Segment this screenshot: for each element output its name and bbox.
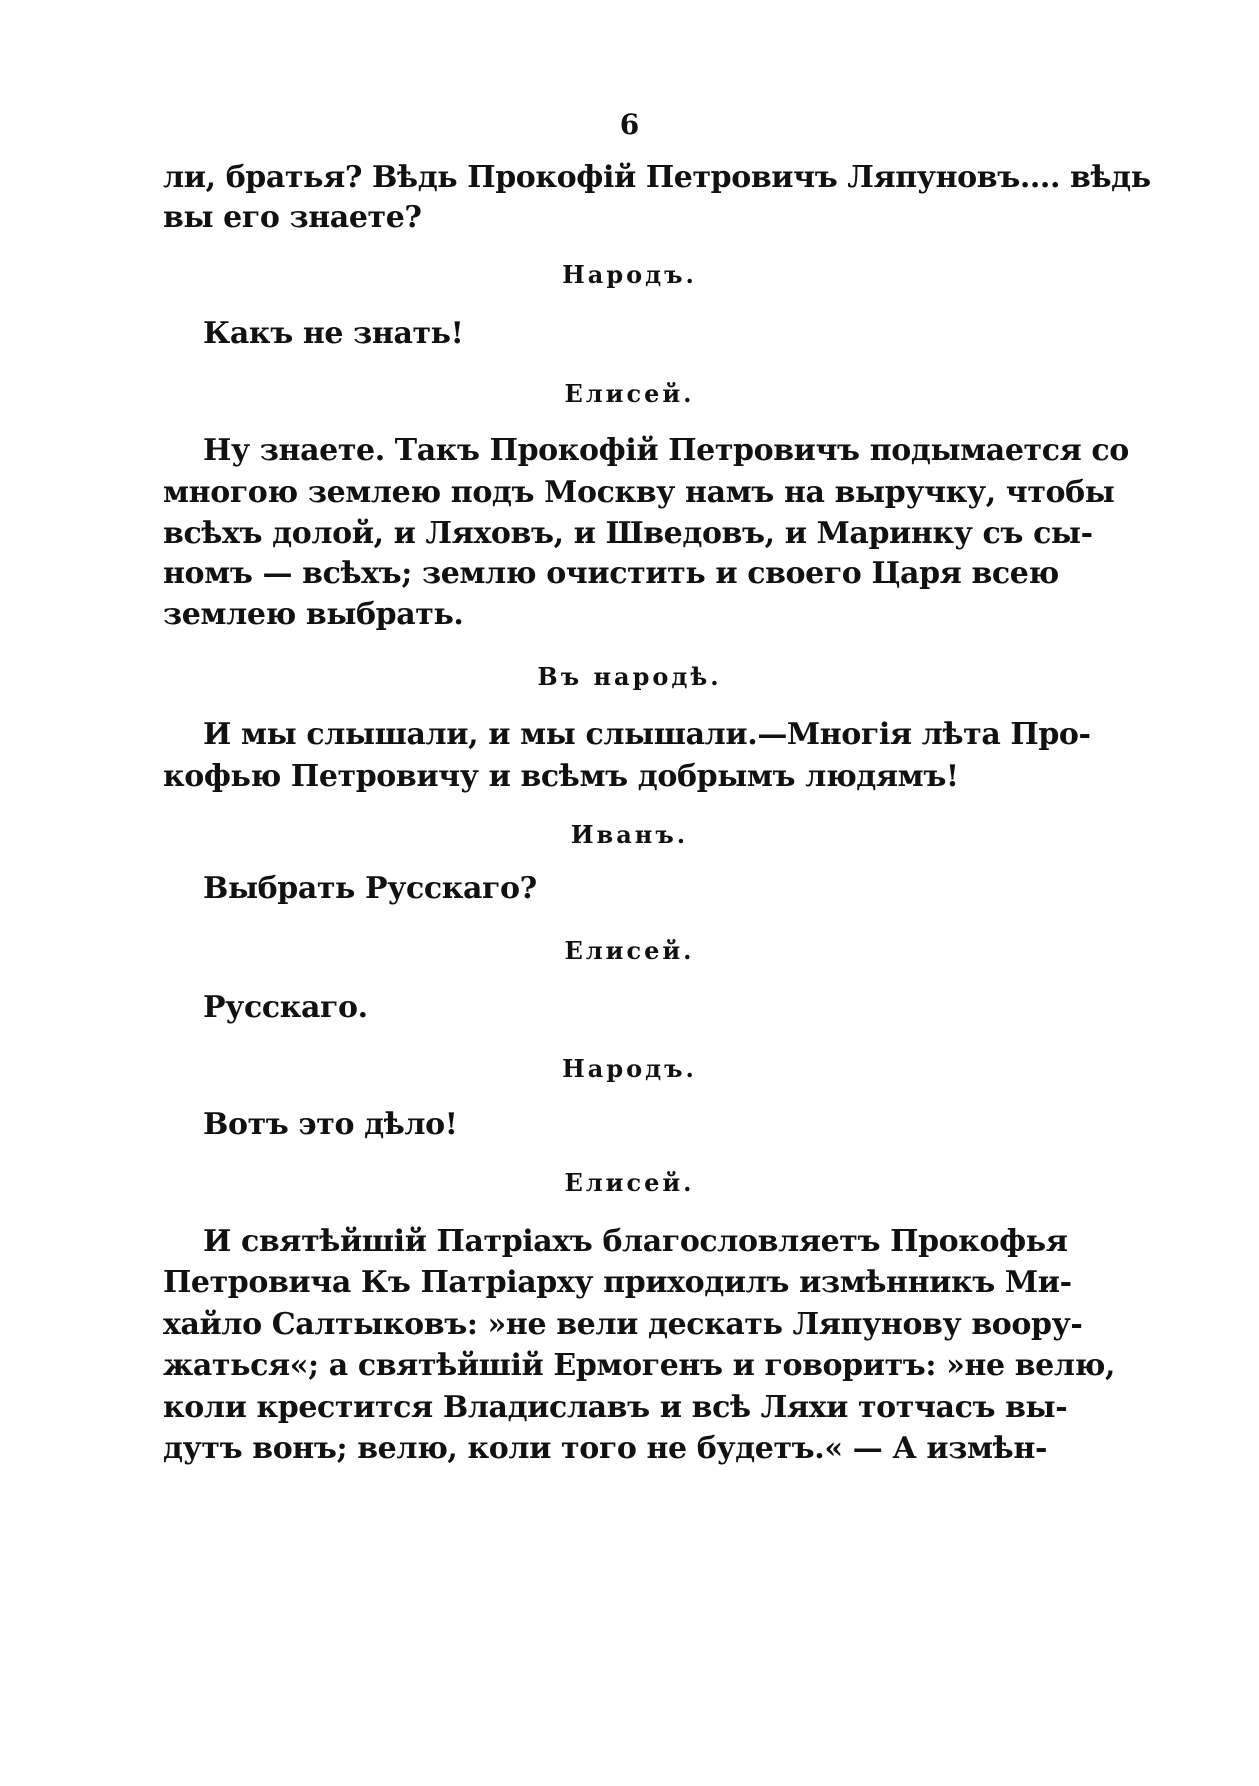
text-line: Вотъ это дѣло! (203, 1107, 458, 1142)
text-line: жаться«; а святѣйшій Ермогенъ и говоритъ: »не велю, (163, 1348, 1116, 1383)
speaker-name: Елисей. (564, 936, 695, 965)
text-line: Петровича Къ Патріарху приходилъ измѣнникъ Ми- (163, 1265, 1072, 1300)
text-line: И святѣйшій Патріахъ благословляетъ Прокофья (203, 1224, 1068, 1259)
text-line: Какъ не знать! (203, 316, 464, 351)
speaker-name: Елисей. (564, 379, 695, 408)
text-line: ли, братья? Вѣдь Прокофій Петровичъ Ляпуновъ.... вѣдь (163, 160, 1151, 195)
text-line: многою землею подъ Москву намъ на выручку, чтобы (163, 475, 1115, 510)
text-line: Ну знаете. Такъ Прокофій Петровичъ подымается со (203, 433, 1129, 468)
text-line: дутъ вонъ; велю, коли того не будетъ.« — А измѣн- (163, 1431, 1047, 1466)
text-line: хайло Салтыковъ: »не вели дескать Ляпунову воору- (163, 1307, 1083, 1342)
speaker-name: Народъ. (562, 1054, 697, 1083)
page-number: 6 (619, 108, 640, 141)
speaker-name: Народъ. (562, 260, 697, 289)
text-line: Русскаго. (203, 990, 368, 1025)
speaker-name: Въ народѣ. (537, 662, 722, 691)
speaker-name: Иванъ. (570, 820, 689, 849)
text-line: коли крестится Владиславъ и всѣ Ляхи тотчасъ вы- (163, 1390, 1068, 1425)
text-line: землею выбрать. (163, 597, 464, 632)
speaker-name: Елисей. (564, 1168, 695, 1197)
text-line: И мы слышали, и мы слышали.—Многія лѣта Про- (203, 717, 1091, 752)
text-line: номъ — всѣхъ; землю очистить и своего Царя всею (163, 556, 1059, 591)
text-line: всѣхъ долой, и Ляховъ, и Шведовъ, и Маринку съ сы- (163, 516, 1093, 551)
text-line: кофью Петровичу и всѣмъ добрымъ людямъ! (163, 759, 959, 794)
text-line: Выбрать Русскаго? (203, 871, 537, 906)
text-line: вы его знаете? (163, 200, 422, 235)
